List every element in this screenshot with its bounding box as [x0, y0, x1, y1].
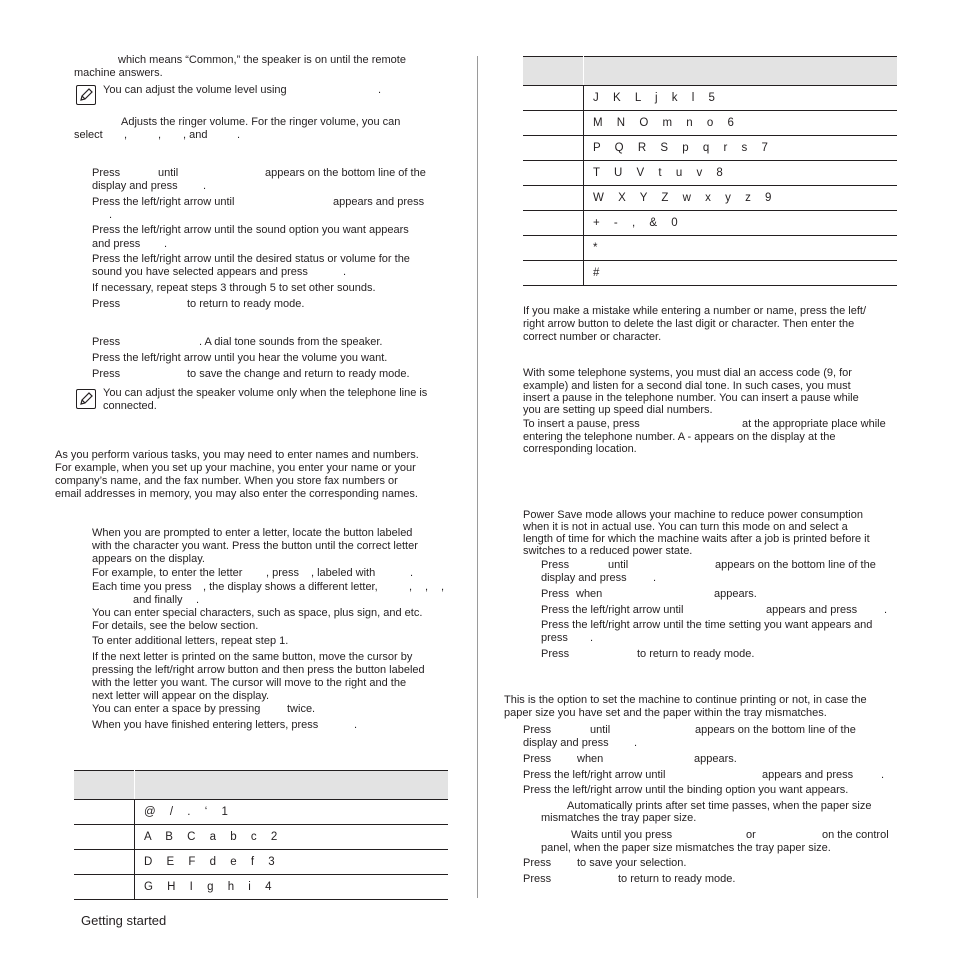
table-row	[74, 800, 448, 825]
table-row	[523, 111, 897, 136]
character: c	[250, 830, 258, 843]
character: a	[209, 830, 217, 843]
text-line: corresponding location.	[523, 443, 637, 455]
text-line: For example, to enter the letter	[92, 567, 243, 579]
text-line: twice.	[287, 703, 316, 715]
text-line: appears on the bottom line of the	[695, 724, 856, 736]
character: #	[593, 266, 600, 279]
text-line: Automatically prints after set time passes, when the paper size	[567, 800, 872, 812]
character: x	[705, 191, 712, 204]
text-line: appears.	[694, 753, 737, 765]
text-line: With some telephone systems, you must dial an access code (9, for	[523, 367, 852, 379]
text-line: As you perform various tasks, you may need to enter names and numbers.	[55, 449, 419, 461]
text-line: .	[109, 209, 113, 221]
text-line: Press	[92, 298, 121, 310]
text-line: until	[608, 559, 629, 571]
text-line: select	[74, 129, 103, 141]
text-line: Press the left/right arrow until	[92, 196, 235, 208]
text-line: ,	[124, 129, 128, 141]
character: ‘	[204, 805, 208, 818]
character: 8	[716, 166, 724, 179]
character: M	[593, 116, 604, 129]
key-cell	[74, 875, 135, 900]
text-line: You can adjust the volume level using	[103, 84, 287, 96]
text-line: to save your selection.	[577, 857, 687, 869]
characters-cell	[135, 800, 449, 825]
text-line: Waits until you press	[571, 829, 673, 841]
character: *	[593, 241, 598, 254]
text-line: .	[634, 737, 638, 749]
text-line: Press the left/right arrow until you hear the volume you want.	[92, 352, 388, 364]
character: 7	[761, 141, 769, 154]
text-line: pressing the left/right arrow button and then press the button labeled	[92, 664, 425, 676]
table-header-key	[523, 57, 584, 86]
text-line: When you are prompted to enter a letter, locate the button labeled	[92, 527, 413, 539]
text-line: switches to a reduced power state.	[523, 545, 693, 557]
key-cell	[523, 186, 584, 211]
character: i	[248, 880, 252, 893]
character: n	[686, 116, 694, 129]
table-row	[74, 875, 448, 900]
text-line: with the letter you want. The cursor will move to the right and the	[92, 677, 407, 689]
character: z	[745, 191, 752, 204]
character: K	[612, 91, 622, 104]
character: &	[649, 216, 658, 229]
text-line: mismatches the tray paper size.	[541, 812, 697, 824]
character: w	[682, 191, 692, 204]
character: T	[593, 166, 601, 179]
character: k	[671, 91, 679, 104]
character: 4	[265, 880, 272, 893]
key-cell	[523, 261, 584, 286]
characters-cell	[135, 875, 449, 900]
text-line: You can enter a space by pressing	[92, 703, 261, 715]
text-line: ,	[158, 129, 162, 141]
character: v	[696, 166, 703, 179]
text-line: display and press	[541, 572, 627, 584]
text-line: Press the left/right arrow until the binding option you want appears.	[523, 784, 849, 796]
character: H	[167, 880, 176, 893]
text-line: you are setting up speed dial numbers.	[523, 404, 713, 416]
text-line: connected.	[103, 400, 157, 412]
character: g	[207, 880, 214, 893]
character: b	[230, 830, 238, 843]
note-pencil-icon	[76, 85, 96, 105]
text-line: If you make a mistake while entering a number or name, press the left/	[523, 305, 866, 317]
character: 0	[671, 216, 679, 229]
text-line: To enter additional letters, repeat step 1.	[92, 635, 289, 647]
text-line: company’s name, and the fax number. When you store fax numbers or	[55, 475, 398, 487]
text-line: Press	[541, 588, 570, 600]
text-line: .	[196, 594, 200, 606]
text-line: machine answers.	[74, 67, 163, 79]
text-line: This is the option to set the machine to continue printing or not, in case the	[504, 694, 867, 706]
character: y	[725, 191, 732, 204]
column-divider	[477, 56, 478, 898]
text-line: Press	[541, 559, 570, 571]
text-line: appears on the bottom line of the	[265, 167, 426, 179]
character: @	[144, 805, 157, 818]
character: h	[227, 880, 235, 893]
character: W	[593, 191, 605, 204]
character: 3	[268, 855, 276, 868]
character: d	[209, 855, 217, 868]
text-line: .	[410, 567, 414, 579]
text-line: .	[653, 572, 657, 584]
page-footer: Getting started	[81, 913, 167, 928]
text-line: paper size you have set and the paper within the tray mismatches.	[504, 707, 827, 719]
text-line: , the display shows a different letter,	[203, 581, 378, 593]
characters-cell	[584, 136, 898, 161]
table-row	[523, 136, 897, 161]
text-line: .	[354, 719, 358, 731]
text-line: with the character you want. Press the button until the correct letter	[92, 540, 418, 552]
text-line: Power Save mode allows your machine to reduce power consumption	[523, 509, 863, 521]
characters-cell	[584, 211, 898, 236]
key-cell	[523, 236, 584, 261]
text-line: Press	[523, 753, 552, 765]
character: Y	[639, 191, 648, 204]
character: s	[741, 141, 748, 154]
character: u	[675, 166, 683, 179]
text-line: when	[577, 753, 604, 765]
character: 1	[221, 805, 229, 818]
text-line: insert a pause in the telephone number. You can insert a pause while	[523, 392, 859, 404]
text-line: For example, when you set up your machine, you enter your name or your	[55, 462, 416, 474]
character: B	[165, 830, 174, 843]
text-line: If necessary, repeat steps 3 through 5 to set other sounds.	[92, 282, 376, 294]
character: V	[636, 166, 645, 179]
character: p	[682, 141, 690, 154]
character: t	[658, 166, 663, 179]
text-line: You can adjust the speaker volume only when the telephone line is	[103, 387, 428, 399]
character: 5	[708, 91, 716, 104]
table-header-characters	[584, 57, 898, 86]
text-line: and press	[92, 238, 141, 250]
text-line: or	[746, 829, 756, 841]
text-line: .	[590, 632, 594, 644]
text-line: length of time for which the machine waits after a job is printed before it	[523, 533, 870, 545]
character: O	[639, 116, 649, 129]
text-line: until	[158, 167, 179, 179]
character: -	[613, 216, 619, 229]
table-row	[523, 86, 897, 111]
characters-cell	[584, 236, 898, 261]
text-line: appears and press	[333, 196, 425, 208]
text-line: ,	[441, 581, 445, 593]
text-line: email addresses in memory, you may also enter the corresponding names.	[55, 488, 418, 500]
text-line: Press	[523, 857, 552, 869]
characters-cell	[584, 111, 898, 136]
key-cell	[523, 111, 584, 136]
table-row	[74, 850, 448, 875]
text-line: . A dial tone sounds from the speaker.	[199, 336, 383, 348]
text-line: appears on the bottom line of the	[715, 559, 876, 571]
text-line: When you have finished entering letters, press	[92, 719, 319, 731]
key-cell	[74, 850, 135, 875]
text-line: Press	[523, 873, 552, 885]
character: l	[691, 91, 695, 104]
character: j	[655, 91, 659, 104]
character-table-left	[74, 770, 448, 900]
text-line: appears and press	[762, 769, 854, 781]
character: 2	[270, 830, 278, 843]
key-cell	[523, 161, 584, 186]
text-line: Press	[541, 648, 570, 660]
character: o	[706, 116, 714, 129]
table-row	[523, 186, 897, 211]
text-line: Adjusts the ringer volume. For the ringer volume, you can	[121, 116, 401, 128]
text-line: Each time you press	[92, 581, 192, 593]
text-line: appears.	[714, 588, 757, 600]
table-row	[523, 261, 897, 286]
text-line: when	[576, 588, 603, 600]
text-line: sound you have selected appears and press	[92, 266, 308, 278]
table-row	[523, 161, 897, 186]
text-line: .	[237, 129, 241, 141]
text-line: until	[590, 724, 611, 736]
text-line: panel, when the paper size mismatches the tray paper size.	[541, 842, 831, 854]
key-cell	[74, 800, 135, 825]
character: Z	[661, 191, 669, 204]
character: /	[169, 805, 174, 818]
key-cell	[523, 86, 584, 111]
text-line: display and press	[523, 737, 609, 749]
text-line: which means “Common,” the speaker is on until the remote	[118, 54, 406, 66]
text-line: .	[884, 604, 888, 616]
character: E	[166, 855, 175, 868]
text-line: Press the left/right arrow until the time setting you want appears and	[541, 619, 873, 631]
text-line: , press	[266, 567, 300, 579]
text-line: at the appropriate place while	[742, 418, 886, 430]
table-header-characters	[135, 771, 449, 800]
character: e	[230, 855, 238, 868]
text-line: Press the left/right arrow until	[523, 769, 666, 781]
character: +	[593, 216, 601, 229]
text-line: Press	[92, 336, 121, 348]
key-cell	[523, 136, 584, 161]
character: F	[188, 855, 196, 868]
character: 6	[727, 116, 735, 129]
text-line: You can enter special characters, such as space, plus sign, and etc.	[92, 607, 423, 619]
text-line: correct number or character.	[523, 331, 662, 343]
character-table-right	[523, 56, 897, 286]
character: A	[144, 830, 152, 843]
characters-cell	[135, 850, 449, 875]
character: G	[144, 880, 154, 893]
character: .	[187, 805, 191, 818]
text-line: display and press	[92, 180, 178, 192]
text-line: entering the telephone number. A - appears on the display at the	[523, 431, 836, 443]
text-line: To insert a pause, press	[523, 418, 640, 430]
text-line: to save the change and return to ready mode.	[187, 368, 410, 380]
character: C	[187, 830, 196, 843]
table-row	[74, 825, 448, 850]
text-line: appears on the display.	[92, 553, 205, 565]
text-line: .	[203, 180, 207, 192]
character: J	[593, 91, 600, 104]
text-line: when it is not in actual use. You can turn this mode on and select a	[523, 521, 848, 533]
text-line: ,	[409, 581, 413, 593]
character: N	[616, 116, 626, 129]
text-line: appears and press	[766, 604, 858, 616]
character: m	[662, 116, 673, 129]
text-line: next letter will appear on the display.	[92, 690, 270, 702]
characters-cell	[584, 86, 898, 111]
text-line: For details, see the below section.	[92, 620, 259, 632]
character: R	[637, 141, 647, 154]
characters-cell	[135, 825, 449, 850]
table-row	[523, 211, 897, 236]
text-line: Press	[92, 167, 121, 179]
character: I	[189, 880, 194, 893]
character: X	[618, 191, 627, 204]
character: S	[660, 141, 669, 154]
character: L	[634, 91, 642, 104]
characters-cell	[584, 161, 898, 186]
text-line: , labeled with	[311, 567, 376, 579]
character: P	[593, 141, 601, 154]
text-line: and finally	[133, 594, 183, 606]
character: Q	[614, 141, 625, 154]
text-line: If the next letter is printed on the same button, move the cursor by	[92, 651, 413, 663]
text-line: Press	[523, 724, 552, 736]
text-line: ,	[425, 581, 429, 593]
characters-cell	[584, 186, 898, 211]
text-line: .	[164, 238, 168, 250]
character: D	[144, 855, 153, 868]
character: q	[702, 141, 710, 154]
text-line: press	[541, 632, 568, 644]
characters-cell	[584, 261, 898, 286]
text-line: Press the left/right arrow until the sound option you want appears	[92, 224, 409, 236]
text-line: , and	[183, 129, 208, 141]
text-line: .	[881, 769, 885, 781]
text-line: to return to ready mode.	[187, 298, 305, 310]
table-header-key	[74, 771, 135, 800]
character: f	[250, 855, 255, 868]
character: r	[723, 141, 728, 154]
text-line: to return to ready mode.	[618, 873, 736, 885]
text-line: to return to ready mode.	[637, 648, 755, 660]
text-line: .	[343, 266, 347, 278]
key-cell	[74, 825, 135, 850]
text-line: right arrow button to delete the last digit or character. Then enter the	[523, 318, 855, 330]
text-line: example) and listen for a second dial tone. In such cases, you must	[523, 380, 851, 392]
text-line: .	[378, 84, 382, 96]
character: ,	[631, 216, 636, 229]
character: U	[614, 166, 623, 179]
text-line: Press	[92, 368, 121, 380]
character: 9	[765, 191, 772, 204]
text-line: Press the left/right arrow until	[541, 604, 684, 616]
note-pencil-icon	[76, 389, 96, 409]
text-line: Press the left/right arrow until the desired status or volume for the	[92, 253, 410, 265]
text-line: on the control	[822, 829, 889, 841]
key-cell	[523, 211, 584, 236]
table-row	[523, 236, 897, 261]
